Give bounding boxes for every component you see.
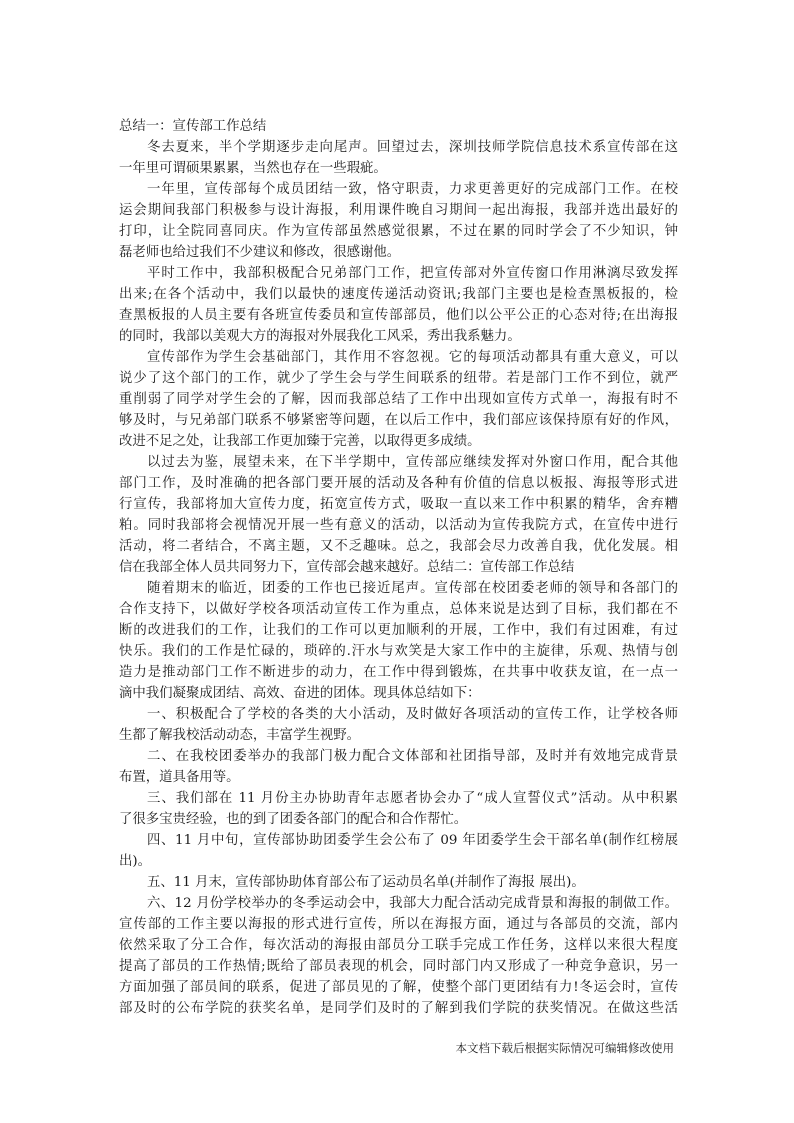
text-line: 部及时的公布学院的获奖名单，是同学们及时的了解到我们学院的获奖情况。在做这些活 bbox=[119, 1001, 678, 1016]
text-line: 布置，道具备用等。 bbox=[119, 770, 240, 785]
text-line: 三、我们部在 11 月份主办协助青年志愿者协会办了“成人宣誓仪式”活动。从中积累 bbox=[147, 791, 678, 806]
text-line: 的同时，我部以美观大方的海报对外展我化工风采，秀出我系魅力。 bbox=[119, 329, 521, 344]
text-line: 活动，将二者结合，不离主题，又不乏趣味。总之，我部会尽力改善自我，优化发展。相 bbox=[119, 539, 678, 554]
text-line: 以过去为鉴，展望未来，在下半学期中，宣传部应继续发挥对外窗口作用，配合其他 bbox=[147, 455, 678, 470]
text-line: 快乐。我们的工作是忙碌的，琐碎的.汗水与欢笑是大家工作中的主旋律，乐观、热情与创 bbox=[119, 644, 678, 659]
text-line: 了很多宝贵经验，也的到了团委各部门的配合和合作帮忙。 bbox=[119, 812, 468, 827]
text-line: 合作支持下，以做好学校各项活动宣传工作为重点，总体来说是达到了目标，我们都在不 bbox=[119, 602, 678, 617]
text-line: 四、11 月中旬，宣传部协助团委学生会公布了 09 年团委学生会干部名单(制作红榜展 bbox=[147, 833, 678, 848]
text-line: 方面加强了部员间的联系，促进了部员见的了解，使整个部门更团结有力!冬运会时，宣传 bbox=[119, 980, 678, 995]
text-line: 二、在我校团委举办的我部门极力配合文体部和社团指导部，及时并有效地完成背景 bbox=[147, 749, 678, 764]
text-line: 说少了这个部门的工作，就少了学生会与学生间联系的纽带。若是部门工作不到位，就严 bbox=[119, 371, 678, 386]
heading-summary-one: 总结一：宣传部工作总结 bbox=[119, 119, 267, 134]
text-line: 宣传部的工作主要以海报的形式进行宣传，所以在海报方面，通过与各部员的交流，部内 bbox=[119, 917, 678, 932]
text-line: 够及时，与兄弟部门联系不够紧密等问题，在以后工作中，我们部应该保持原有好的作风， bbox=[119, 413, 678, 428]
text-line: 运会期间我部门积极参与设计海报，利用课件晚自习期间一起出海报，我部并选出最好的 bbox=[119, 203, 678, 218]
text-line: 行宣传，我部将加大宣传力度，拓宽宣传方式，吸取一直以来工作中积累的精华，舍弃糟 bbox=[119, 497, 678, 512]
document-body bbox=[119, 116, 678, 1019]
text-line: 一年里，宣传部每个成员团结一致，恪守职责，力求更善更好的完成部门工作。在校 bbox=[147, 182, 678, 197]
text-line: 重削弱了同学对学生会的了解，因而我部总结了工作中出现如宣传方式单一，海报有时不 bbox=[119, 392, 678, 407]
text-line: 提高了部员的工作热情;既给了部员表现的机会，同时部门内又形成了一种竞争意识，另一 bbox=[119, 959, 678, 974]
text-line: 一、积极配合了学校的各类的大小活动，及时做好各项活动的宣传工作，让学校各师 bbox=[147, 707, 678, 722]
text-line: 出)。 bbox=[119, 854, 152, 869]
text-line: 随着期末的临近，团委的工作也已接近尾声。宣传部在校团委老师的领导和各部门的 bbox=[147, 581, 678, 596]
text-line: 滴中我们凝聚成团结、高效、奋进的团体。现具体总结如下： bbox=[119, 686, 481, 701]
text-line: 造力是推动部门工作不断进步的动力，在工作中得到锻炼，在共事中收获友谊，在一点一 bbox=[119, 665, 678, 680]
text-line: 宣传部作为学生会基础部门，其作用不容忽视。它的每项活动都具有重大意义，可以 bbox=[147, 350, 678, 365]
text-line: 一年里可谓硕果累累，当然也存在一些瑕疵。 bbox=[119, 161, 387, 176]
text-line: 生都了解我校活动动态，丰富学生视野。 bbox=[119, 728, 361, 743]
text-line: 平时工作中，我部积极配合兄弟部门工作，把宣传部对外宣传窗口作用淋漓尽致发挥 bbox=[147, 266, 678, 281]
text-line: 冬去夏来，半个学期逐步走向尾声。回望过去，深圳技师学院信息技术系宣传部在这 bbox=[147, 140, 678, 155]
text-line: 打印，让全院同喜同庆。作为宣传部虽然感觉很累，不过在累的同时学会了不少知识，钟 bbox=[119, 224, 678, 239]
text-line: 六、12 月份学校举办的冬季运动会中，我部大力配合活动完成背景和海报的制做工作。 bbox=[147, 896, 678, 911]
text-line: 查黑板报的人员主要有各班宣传委员和宣传部部员，他们以公平公正的心态对待;在出海报 bbox=[119, 308, 678, 323]
text-line: 磊老师也给过我们不少建议和修改，很感谢他。 bbox=[119, 245, 401, 260]
text-line: 改进不足之处，让我部工作更加臻于完善，以取得更多成绩。 bbox=[119, 434, 481, 449]
text-line: 粕。同时我部将会视情况开展一些有意义的活动，以活动为宣传我院方式，在宣传中进行 bbox=[119, 518, 678, 533]
text-line: 五、11 月末，宣传部协助体育部公布了运动员名单(并制作了海报 展出)。 bbox=[147, 875, 585, 890]
text-line: 出来;在各个活动中，我们以最快的速度传递活动资讯;我部门主要也是检查黑板报的，检 bbox=[119, 287, 678, 302]
text-line: 部门工作，及时准确的把各部门要开展的活动及各种有价值的信息以板报、海报等形式进 bbox=[119, 476, 678, 491]
text-line: 信在我部全体人员共同努力下，宣传部会越来越好。总结二：宣传部工作总结 bbox=[119, 560, 575, 575]
text-line: 依然采取了分工合作，每次活动的海报由部员分工联手完成工作任务，这样以来很大程度 bbox=[119, 938, 678, 953]
text-line: 断的改进我们的工作，让我们的工作可以更加顺利的开展，工作中，我们有过困难，有过 bbox=[119, 623, 678, 638]
footer-note: 本文档下载后根据实际情况可编辑修改使用 bbox=[455, 1041, 674, 1055]
